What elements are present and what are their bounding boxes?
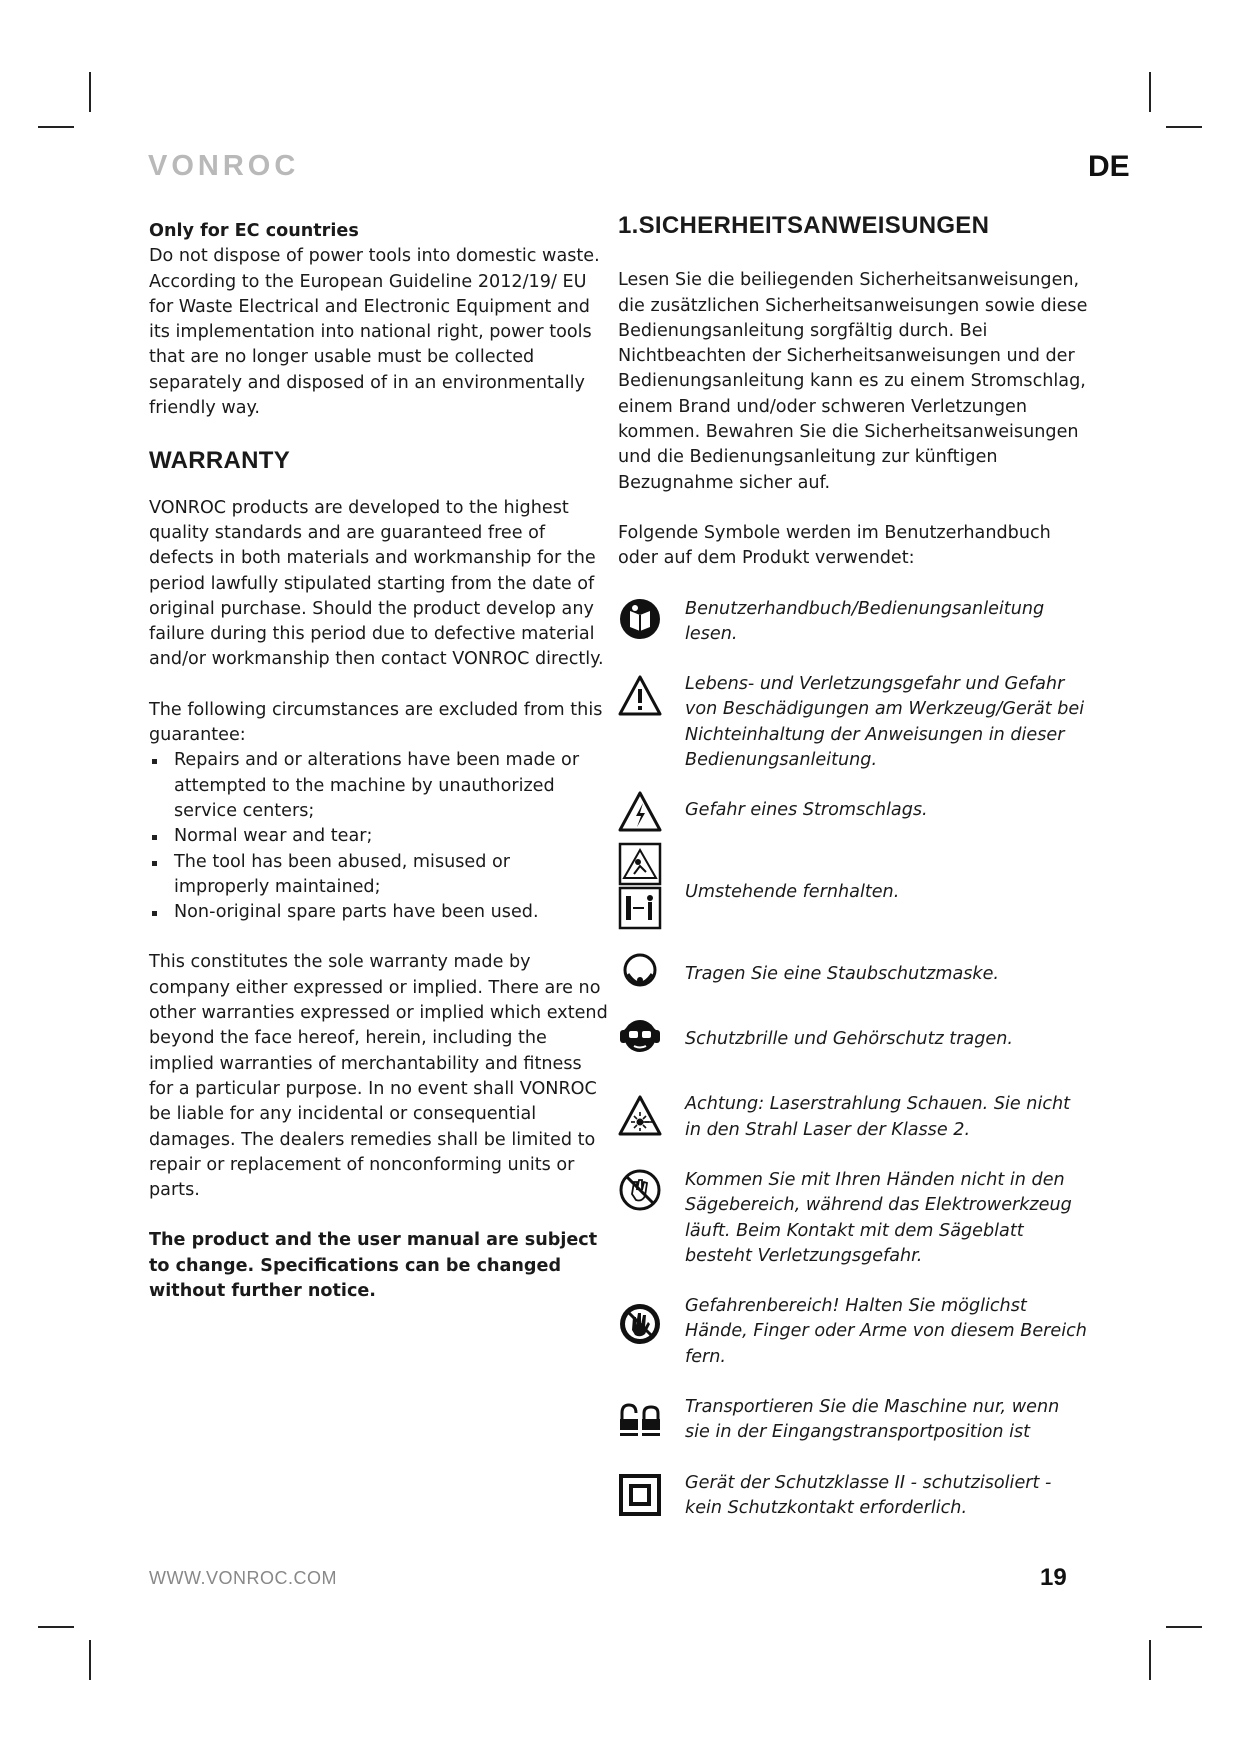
- read-manual-icon: [618, 597, 662, 641]
- symbol-row: [618, 1092, 1088, 1143]
- dust-mask-icon: [618, 950, 662, 994]
- crop-mark: [1149, 72, 1151, 112]
- symbol-row: [618, 1027, 1088, 1067]
- exclusion-list: [149, 748, 609, 925]
- left-column: [149, 219, 609, 1304]
- list-item: Repairs and or alterations have been made or attempted to the machine by unauthorized service centers;: [149, 748, 609, 824]
- symbol-row: [618, 1471, 1088, 1522]
- page-number: 19: [1040, 1564, 1067, 1591]
- symbol-row: [618, 1395, 1088, 1446]
- crop-mark: [1149, 1640, 1151, 1680]
- symbols-intro: Folgende Symbole werden im Benutzerhandbuch oder auf dem Produkt verwendet:: [618, 522, 1051, 569]
- symbol-text: Schutzbrille und Gehörschutz tragen.: [685, 1029, 1013, 1050]
- crop-mark: [38, 126, 74, 128]
- symbol-text: Lebens- und Verletzungsgefahr und Gefahr von Beschädigungen am Werkzeug/Gerät bei Nichteinhaltung der Anweisungen in dieser Bedienungsanleitung.: [685, 674, 1085, 771]
- warranty-heading: WARRANTY: [149, 447, 291, 475]
- symbol-text: Kommen Sie mit Ihren Händen nicht in den Sägebereich, während das Elektrowerkzeug läuft. Beim Kontakt mit dem Sägeblatt besteht Verletzungsgefahr.: [685, 1169, 1072, 1266]
- warning-icon: [618, 674, 662, 718]
- change-notice: The product and the user manual are subject to change. Specifications can be changed without further notice.: [149, 1230, 598, 1301]
- transport-lock-icon: [618, 1399, 662, 1443]
- goggles-ear-protection-icon: [618, 1013, 662, 1057]
- symbol-text: Benutzerhandbuch/Bedienungsanleitung lesen.: [685, 598, 1045, 644]
- electric-shock-icon: [618, 790, 662, 834]
- no-hands-blade-icon: [618, 1168, 662, 1212]
- crop-mark: [89, 1640, 91, 1680]
- danger-zone-hand-icon: [618, 1302, 662, 1346]
- ec-heading: Only for EC countries: [149, 221, 359, 241]
- symbol-text: Gefahr eines Stromschlags.: [685, 800, 928, 821]
- symbol-text: Achtung: Laserstrahlung Schauen. Sie nicht in den Strahl Laser der Klasse 2.: [685, 1094, 1071, 1140]
- symbol-row: [618, 1168, 1088, 1269]
- symbol-row: [618, 962, 1088, 1002]
- laser-warning-icon: [618, 1094, 662, 1138]
- symbol-text: Gerät der Schutzklasse II - schutzisoliert - kein Schutzkontakt erforderlich.: [685, 1472, 1052, 1518]
- symbol-text: Gefahrenbereich! Halten Sie möglichst Hände, Finger oder Arme von diesem Bereich fern.: [685, 1296, 1087, 1367]
- right-column: [618, 213, 1088, 1521]
- symbol-row: [618, 798, 1088, 838]
- crop-mark: [38, 1626, 74, 1628]
- symbol-text: Tragen Sie eine Staubschutzmaske.: [685, 964, 1000, 985]
- warranty-paragraph: VONROC products are developed to the highest quality standards and are guaranteed free of defects in both materials and workmanship for the period lawfully stipulated starting from the date of original purchase. Should the product develop any failure during this period due to defective material and/or workmanship then contact VONROC directly.: [149, 497, 604, 670]
- symbol-row: [618, 597, 1088, 648]
- crop-mark: [89, 72, 91, 112]
- warranty-paragraph: The following circumstances are excluded from this guarantee:: [149, 699, 603, 746]
- symbol-text: Transportieren Sie die Maschine nur, wenn sie in der Eingangstransportposition ist: [685, 1397, 1060, 1443]
- warranty-paragraph: This constitutes the sole warranty made by company either expressed or implied. There are no other warranties expressed or implied which extend beyond the face hereof, herein, including the implied warranties of merchantability and fitness for a particular purpose. In no event shall VONROC be liable for any incidental or consequential damages. The dealers remedies shall be limited to repair or replacement of nonconforming units or parts.: [149, 952, 608, 1201]
- symbol-text: Umstehende fernhalten.: [685, 882, 900, 903]
- symbol-row: [618, 1294, 1088, 1370]
- symbol-row: [618, 880, 1088, 920]
- keep-bystanders-away-icon: [618, 842, 662, 930]
- list-item: The tool has been abused, misused or improperly maintained;: [149, 850, 609, 901]
- safety-intro: Lesen Sie die beiliegenden Sicherheitsanweisungen, die zusätzlichen Sicherheitsanweisungen sowie diese Bedienungsanleitung sorgfältig durch. Bei Nichtbeachten der Sicherheitsanweisungen und der Bedienungsanleitung kann es zu einem Stromschlag, einem Brand und/oder schweren Verletzungen kommen. Bewahren Sie die Sicherheitsanweisungen und die Bedienungsanleitung zur künftigen Bezugnahme sicher auf.: [618, 270, 1088, 493]
- crop-mark: [1166, 1626, 1202, 1628]
- language-code: DE: [1088, 150, 1130, 183]
- brand-logo: VONROC: [148, 150, 300, 182]
- ec-text: Do not dispose of power tools into domestic waste. According to the European Guideline 2012/19/ EU for Waste Electrical and Electronic Equipment and its implementation into national right, power tools that are no longer usable must be collected separately and disposed of in an environmentally friendly way.: [149, 246, 600, 419]
- class-ii-icon: [618, 1473, 662, 1517]
- safety-heading: 1.SICHERHEITSANWEISUNGEN: [618, 212, 990, 239]
- symbol-row: [618, 672, 1088, 773]
- website-url: WWW.VONROC.COM: [149, 1568, 337, 1588]
- list-item: Non-original spare parts have been used.: [149, 900, 609, 925]
- list-item: Normal wear and tear;: [149, 824, 609, 849]
- crop-mark: [1166, 126, 1202, 128]
